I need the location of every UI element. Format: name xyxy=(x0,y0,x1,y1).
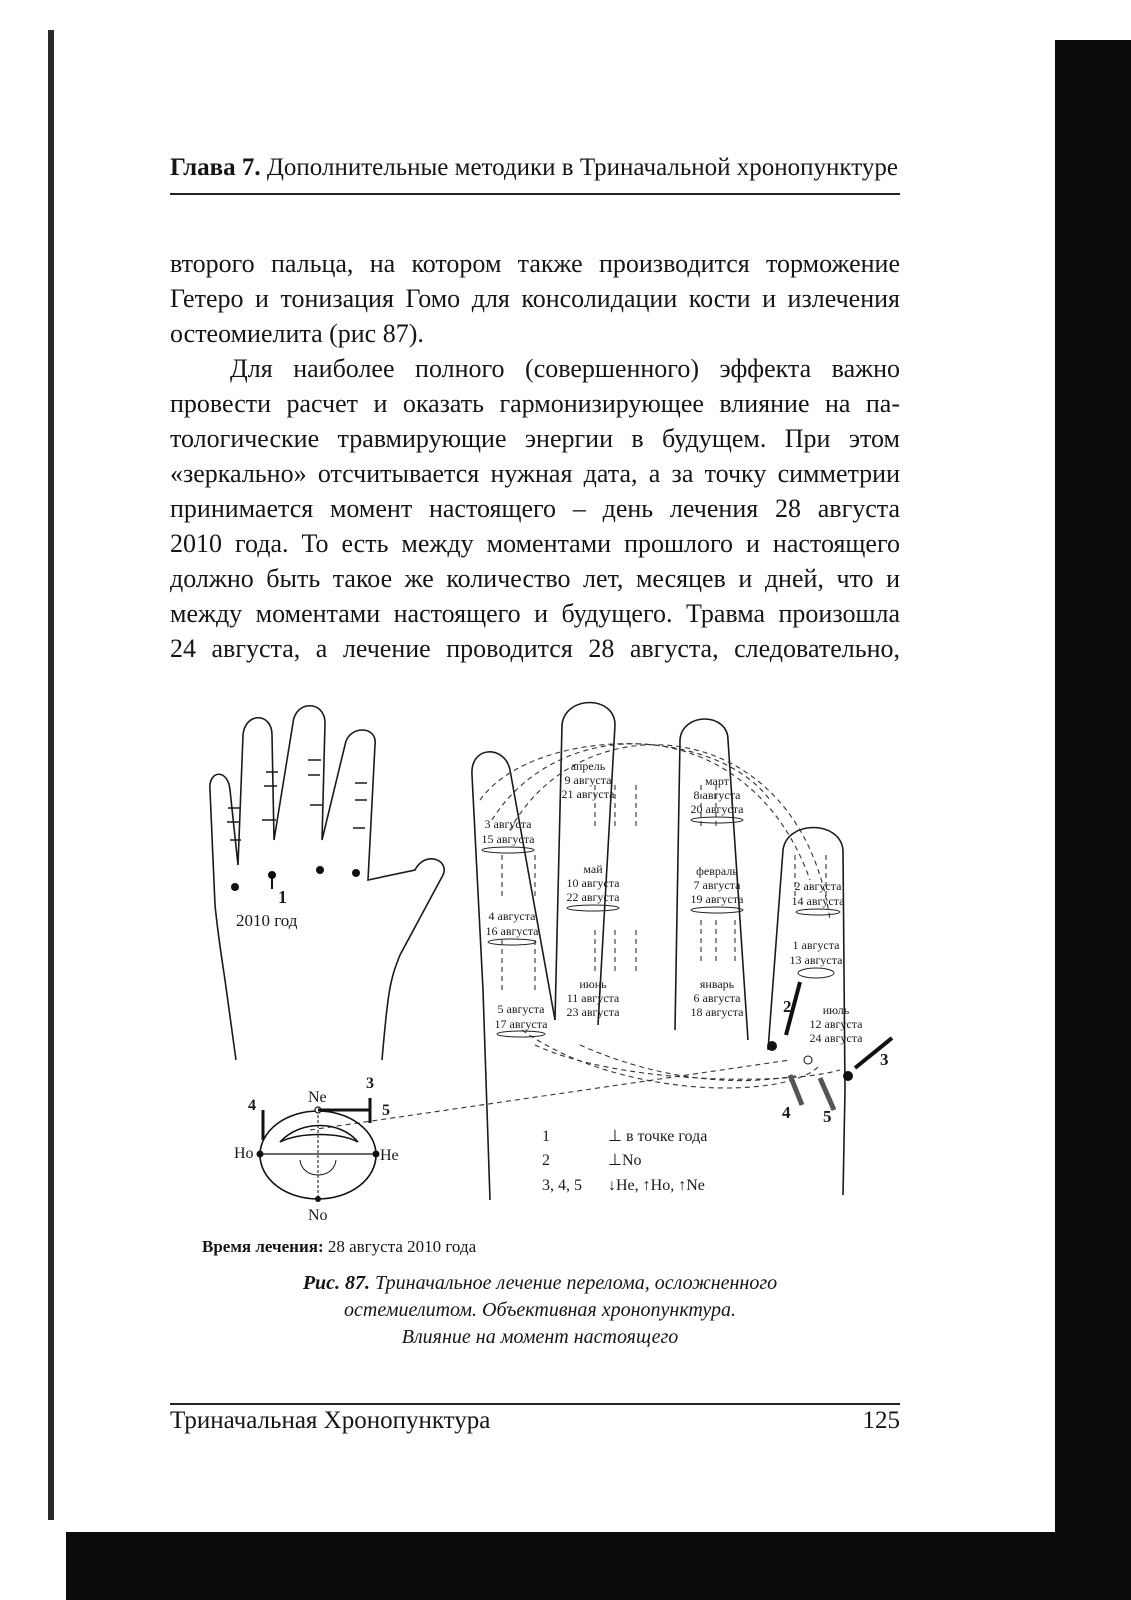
date-label: 11 августа xyxy=(566,991,620,1005)
text-line: между моментами настоящего и будущего. Травма произошла xyxy=(170,599,900,628)
needle-number: 3 xyxy=(880,1050,889,1069)
footer-title: Триначальная Хронопунктура xyxy=(170,1407,491,1434)
date-label: 22 августа xyxy=(566,890,620,904)
treatment-time-value: 28 августа 2010 года xyxy=(327,1237,477,1256)
tetrad-schema xyxy=(257,1098,380,1202)
needle-4 xyxy=(790,1075,802,1105)
treatment-time xyxy=(202,1236,476,1258)
date-label: июнь xyxy=(579,977,607,991)
schema-he: He xyxy=(380,1147,399,1164)
date-label: 20 августа xyxy=(690,802,744,816)
date-label: 5 августа xyxy=(497,1002,545,1016)
header-rule xyxy=(170,193,900,195)
caption-line xyxy=(180,1270,900,1297)
legend-num: 1 xyxy=(542,1128,550,1145)
schema-ne: Ne xyxy=(308,1089,327,1106)
treatment-time-label: Время лечения: xyxy=(202,1237,324,1256)
point-number-1: 1 xyxy=(278,887,287,907)
schema-labels xyxy=(234,1075,399,1224)
large-hand-outline xyxy=(472,703,845,1201)
date-label: 17 августа xyxy=(494,1017,548,1031)
hand-diagram xyxy=(150,690,910,1265)
schema-mark: 3 xyxy=(366,1075,374,1092)
date-label: апрель xyxy=(570,759,606,773)
text-line: провести расчет и оказать гармонизирующее влияние на па- xyxy=(170,389,900,418)
date-label: март xyxy=(705,774,729,788)
date-label: 13 августа xyxy=(789,953,843,967)
needle-point xyxy=(767,1041,777,1051)
scan-edge-left xyxy=(48,30,54,1520)
date-label: 4 августа xyxy=(488,909,536,923)
text-line: должно быть такое же количество лет, месяцев и дней, что и xyxy=(170,564,900,593)
date-label: 18 августа xyxy=(690,1005,744,1019)
scan-edge-right xyxy=(1055,40,1131,1600)
text-line: 2010 года. То есть между моментами прошлого и настоящего xyxy=(170,529,900,558)
date-label: 9 августа xyxy=(564,773,612,787)
figure-caption xyxy=(180,1270,900,1351)
text-line: Для наиболее полного (совершенного) эффекта важно xyxy=(230,354,900,383)
caption-line: остемиелитом. Объективная хронопунктура. xyxy=(344,1299,736,1321)
date-label: май xyxy=(583,862,603,876)
legend xyxy=(542,1128,707,1194)
date-label: 10 августа xyxy=(566,876,620,890)
caption-line: Влияние на момент настоящего xyxy=(401,1326,679,1348)
scan-edge-bottom xyxy=(66,1532,1131,1600)
paragraph-1 xyxy=(170,246,900,351)
chapter-title: Дополнительные методики в Триначальной хронопунктуре xyxy=(266,154,898,181)
date-label: 19 августа xyxy=(690,892,744,906)
text-line: принимается момент настоящего – день лечения 28 августа xyxy=(170,494,900,523)
date-label: 23 августа xyxy=(566,1005,620,1019)
date-label: 3 августа xyxy=(484,817,532,831)
legend-text: ⊥No xyxy=(608,1152,642,1169)
legend-num: 2 xyxy=(542,1152,550,1169)
text-line: остеомиелита (рис 87). xyxy=(170,319,424,348)
legend-text: ⊥ в точке года xyxy=(608,1128,708,1145)
paragraph-2 xyxy=(170,351,900,666)
page-header xyxy=(170,150,900,186)
needle-point xyxy=(804,1056,812,1064)
date-label: 6 августа xyxy=(693,991,741,1005)
legend-text: ↓He, ↑Ho, ↑Ne xyxy=(608,1177,705,1194)
schema-ho: Ho xyxy=(234,1145,254,1162)
point-dot xyxy=(316,866,324,874)
caption-line-text: Триначальное лечение перелома, осложненного xyxy=(375,1272,778,1294)
text-line: тологические травмирующие энергии в будущем. При этом xyxy=(170,424,900,453)
date-label: 1 августа xyxy=(792,938,840,952)
date-label: январь xyxy=(699,977,735,991)
date-label: 14 августа xyxy=(791,894,845,908)
small-hand-outline xyxy=(210,706,444,1060)
text-line: 24 августа, а лечение проводится 28 августа, следовательно, xyxy=(170,634,900,663)
figure-87 xyxy=(150,690,910,1265)
date-label: февраль xyxy=(696,864,738,878)
small-hand-points xyxy=(231,866,360,891)
text-line: Гетеро и тонизация Гомо для консолидации кости и излечения xyxy=(170,284,900,313)
date-label: 7 августа xyxy=(693,878,741,892)
schema-mark: 5 xyxy=(382,1102,390,1119)
needle-number: 2 xyxy=(783,997,792,1016)
needle-number: 4 xyxy=(782,1103,791,1122)
date-label: 8 августа xyxy=(693,788,741,802)
needle-number: 5 xyxy=(823,1107,832,1126)
text-line: «зеркально» отсчитывается нужная дата, а за точку симметрии xyxy=(170,459,900,488)
chapter-number: Глава 7. xyxy=(170,154,261,181)
date-label: 2 августа xyxy=(794,879,842,893)
energy-flow-arcs xyxy=(310,744,840,1130)
needle-5 xyxy=(820,1078,834,1110)
point-dot xyxy=(231,883,239,891)
year-label: 2010 год xyxy=(236,911,298,930)
date-label: 21 августа xyxy=(561,787,615,801)
date-label: июль xyxy=(822,1003,850,1017)
finger-date-labels xyxy=(482,759,864,1045)
date-label: 16 августа xyxy=(485,924,539,938)
schema-mark: 4 xyxy=(248,1097,256,1114)
needle-point xyxy=(843,1071,853,1081)
text-line: второго пальца, на котором также производится торможение xyxy=(170,249,900,278)
legend-num: 3, 4, 5 xyxy=(542,1177,582,1194)
date-label: 24 августа xyxy=(809,1031,863,1045)
caption-prefix: Рис. 87. xyxy=(302,1272,371,1294)
point-dot xyxy=(352,869,360,877)
schema-no: No xyxy=(308,1207,328,1224)
date-label: 12 августа xyxy=(809,1017,863,1031)
date-label: 15 августа xyxy=(481,832,535,846)
page-number: 125 xyxy=(862,1407,900,1434)
